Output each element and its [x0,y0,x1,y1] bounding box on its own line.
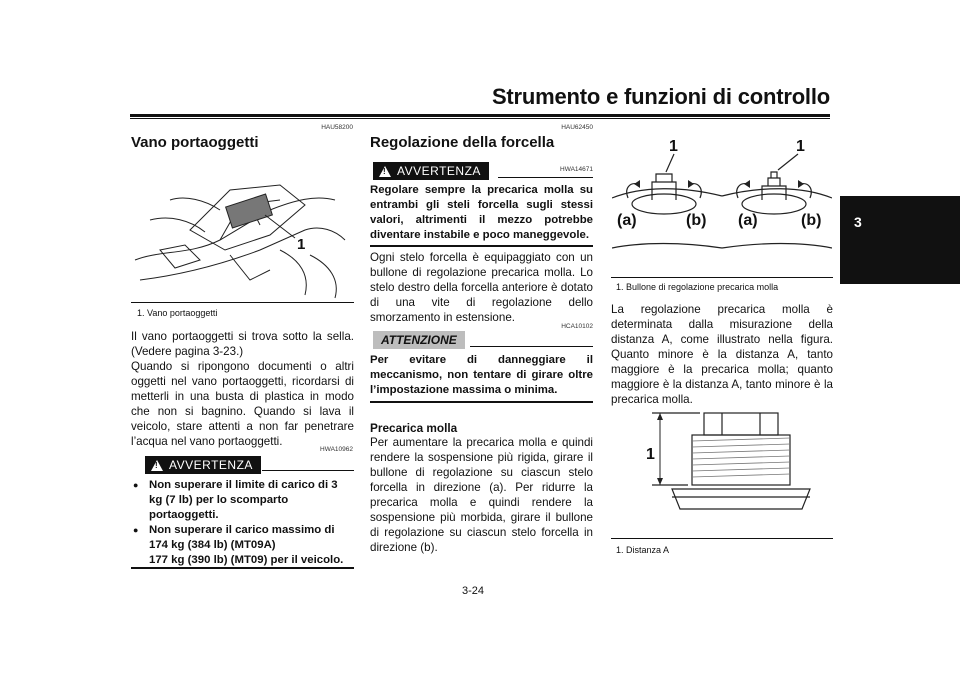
direction-b-left: (b) [686,212,707,229]
section-code: HAU62450 [561,124,593,131]
fig2-callout: 1 [646,446,655,463]
preload-measure-paragraph: La regolazione precarica molla è determinata dalla misurazione della distanza A, come illustrato nella figura. Quanto minore è la distanza A, tanto maggiore è la precarica molla; quanto maggiore è la distanza A, tanto minore è la precarica molla. [611,303,833,406]
section-title-storage: Vano portaoggetti [131,134,259,151]
warning-badge [145,456,261,474]
storage-compartment-illustration [130,160,355,300]
fork-paragraph: Ogni stelo forcella è equipaggiato con un bullone di regolazione precarica molla. Lo stelo destro della forcella anteriore è dotato di una vite di regolazione dello smorzamento in estensione. [370,251,593,324]
direction-a-left: (a) [617,212,637,229]
attention-code: HCA10102 [561,323,593,330]
attention-badge [373,331,465,349]
direction-a-right: (a) [738,212,758,229]
direction-b-right: (b) [801,212,822,229]
list-item: ● Non superare il carico massimo di 174 kg (384 lb) (MT09A) 177 kg (390 lb) (MT09) per il veicolo. [131,523,354,568]
warning-label: AVVERTENZA [397,164,481,178]
page-header-title: Strumento e funzioni di controllo [491,84,830,109]
figure-rule [611,277,833,278]
figure-callout: 1 [297,236,306,253]
chapter-number: 3 [854,214,862,230]
attention-text: Per evitare di danneggiare il meccanismo, non tentare di girare oltre l’impostazione massima o minima. [370,354,593,396]
distance-a-illustration [612,405,832,535]
section-title-fork: Regolazione della forcella [370,134,555,151]
warning-top-rule [498,177,593,178]
figure-rule [131,302,354,303]
warning-bottom-rule [370,245,593,247]
header-rule-thin [130,118,830,119]
header-rule [130,114,830,117]
preload-paragraph: Per aumentare la precarica molla e quindi rendere la sospensione più rigida, girare il bullone di regolazione su ciascun stelo forcella in direzione (a). Per ridurre la precarica molla e quindi rendere la sospensione più morbida, girare il bullone di regolazione su ciascun stelo forcella in direzione (b). [370,436,593,554]
warning-badge [373,162,489,180]
chapter-tab [840,196,960,284]
figure-caption: 1. Distanza A [616,545,670,555]
figure-rule [611,538,833,539]
fork-preload-illustration [612,138,832,276]
warning-icon [379,166,391,177]
fig1-callout-right: 1 [796,138,805,155]
fork-warning-text: Regolare sempre la precarica molla su entrambi gli steli forcella sugli stessi valori, altrimenti il mezzo potrebbe diventare instabile e poco maneggevole. [370,184,593,241]
list-item: ● Non superare il limite di carico di 3 kg (7 lb) per lo scomparto portaoggetti. [131,478,354,523]
warning-code: HWA10962 [320,446,353,453]
attention-label: ATTENZIONE [381,333,457,347]
warning-label: AVVERTENZA [169,458,253,472]
figure-caption: 1. Bullone di regolazione precarica molla [616,282,779,292]
storage-paragraph: Il vano portaoggetti si trova sotto la sella. (Vedere pagina 3-23.) Quando si ripongono documenti o altri oggetti nel vano portaoggetti, ricordarsi di metterli in una busta di plastica in modo che non si bagnino. Quando si lava il veicolo, stare attenti a non far penetrare l’acqua nel vano portaoggetti. [131,330,354,448]
subsection-title: Precarica molla [370,421,458,435]
attention-top-rule [470,346,593,347]
warning-icon [151,460,163,471]
warning-bottom-rule [131,567,354,569]
warning-code: HWA14671 [560,166,593,173]
figure-caption: 1. Vano portaoggetti [137,308,218,318]
section-code: HAU58200 [321,124,353,131]
fig1-callout-left: 1 [669,138,678,155]
warning-list [131,478,354,568]
attention-bottom-rule [370,401,593,403]
page-number: 3-24 [462,585,485,597]
warning-top-rule [262,470,354,471]
